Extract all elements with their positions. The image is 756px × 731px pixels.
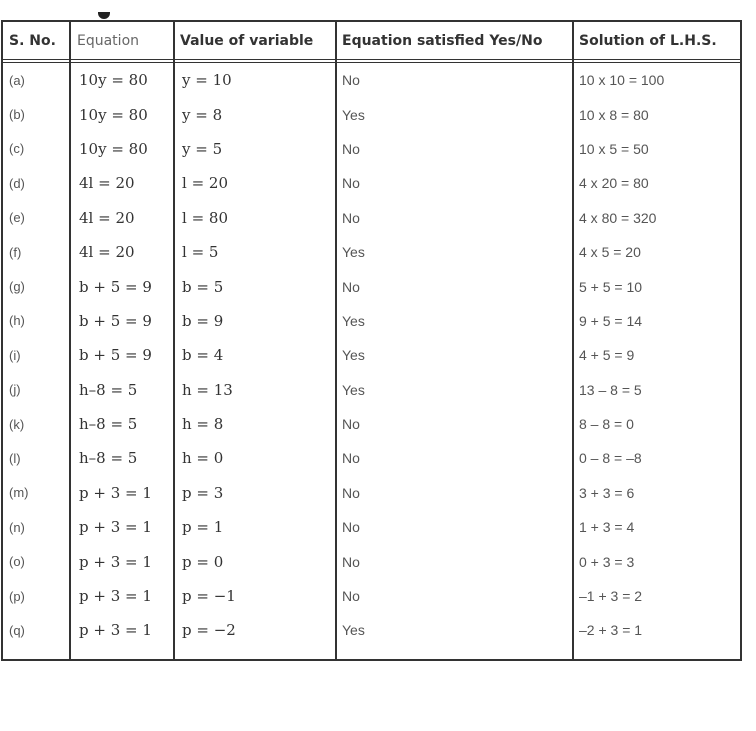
row-equation: p + 3 = 1 — [79, 483, 152, 502]
row-value: p = 3 — [182, 483, 224, 502]
row-sno: (o) — [9, 554, 25, 570]
row-solution: 10 x 8 = 80 — [579, 106, 649, 123]
row-equation: b + 5 = 9 — [79, 346, 152, 365]
table-row — [3, 235, 740, 269]
row-satisfied: No — [342, 278, 360, 295]
row-solution: 4 + 5 = 9 — [579, 347, 635, 364]
row-solution: 3 + 3 = 6 — [579, 484, 635, 501]
header-equation: Equation — [71, 22, 174, 61]
row-solution: 4 x 5 = 20 — [579, 244, 641, 261]
row-value: l = 20 — [182, 174, 228, 193]
table-header-row — [3, 22, 740, 61]
table-row — [3, 373, 740, 407]
column-divider — [69, 22, 71, 659]
row-solution: 0 – 8 = –8 — [579, 450, 642, 467]
row-equation: 10y = 80 — [79, 71, 148, 90]
row-sno: (n) — [9, 519, 25, 535]
row-value: b = 9 — [182, 311, 224, 330]
row-solution: 9 + 5 = 14 — [579, 312, 643, 329]
row-equation: p + 3 = 1 — [79, 518, 152, 537]
row-value: y = 5 — [182, 139, 223, 158]
row-solution: 13 – 8 = 5 — [579, 381, 642, 398]
row-equation: 10y = 80 — [79, 139, 148, 158]
row-equation: p + 3 = 1 — [79, 552, 152, 571]
row-equation: 4l = 20 — [79, 243, 135, 262]
row-value: p = −1 — [182, 587, 236, 606]
header-solution: Solution of L.H.S. — [573, 22, 740, 61]
column-divider — [572, 22, 574, 659]
table-body — [3, 61, 740, 648]
row-sno: (c) — [9, 141, 25, 157]
row-value: p = 0 — [182, 552, 224, 571]
table-row — [3, 166, 740, 200]
table-row — [3, 510, 740, 544]
row-value: b = 5 — [182, 277, 224, 296]
row-value: l = 5 — [182, 243, 219, 262]
table-row — [3, 579, 740, 613]
row-sno: (a) — [9, 72, 25, 88]
row-sno: (g) — [9, 279, 25, 295]
table-row — [3, 269, 740, 303]
row-solution: 8 – 8 = 0 — [579, 416, 634, 433]
table-row — [3, 97, 740, 131]
table-row — [3, 613, 740, 647]
header-sno: S. No. — [3, 22, 71, 61]
table-row — [3, 441, 740, 475]
row-sno: (l) — [9, 450, 21, 466]
row-satisfied: No — [342, 209, 360, 226]
row-satisfied: No — [342, 588, 360, 605]
table-row — [3, 338, 740, 372]
row-solution: 5 + 5 = 10 — [579, 278, 643, 295]
row-sno: (p) — [9, 588, 25, 604]
row-equation: h–8 = 5 — [79, 380, 138, 399]
row-satisfied: No — [342, 416, 360, 433]
row-equation: b + 5 = 9 — [79, 311, 152, 330]
row-sno: (d) — [9, 175, 25, 191]
row-value: h = 13 — [182, 380, 233, 399]
row-value: b = 4 — [182, 346, 224, 365]
row-satisfied: Yes — [342, 106, 365, 123]
table-row — [3, 407, 740, 441]
row-value: y = 10 — [182, 71, 232, 90]
row-value: p = −2 — [182, 621, 236, 640]
row-satisfied: No — [342, 553, 360, 570]
row-value: l = 80 — [182, 208, 228, 227]
column-divider — [335, 22, 337, 659]
table-row — [3, 304, 740, 338]
row-equation: p + 3 = 1 — [79, 621, 152, 640]
row-equation: b + 5 = 9 — [79, 277, 152, 296]
row-equation: 4l = 20 — [79, 174, 135, 193]
row-satisfied: Yes — [342, 312, 365, 329]
table-row — [3, 476, 740, 510]
row-value: h = 0 — [182, 449, 224, 468]
row-equation: 4l = 20 — [79, 208, 135, 227]
cropped-glyph — [98, 12, 110, 19]
row-sno: (f) — [9, 244, 22, 260]
equation-table — [3, 22, 740, 648]
row-value: y = 8 — [182, 105, 223, 124]
table-row — [3, 544, 740, 578]
row-solution: 4 x 80 = 320 — [579, 209, 657, 226]
row-satisfied: Yes — [342, 622, 365, 639]
row-solution: 10 x 5 = 50 — [579, 140, 649, 157]
row-satisfied: Yes — [342, 347, 365, 364]
row-satisfied: No — [342, 484, 360, 501]
header-value: Value of variable — [174, 22, 336, 61]
row-value: p = 1 — [182, 518, 224, 537]
cropped-heading-remnant — [0, 0, 756, 19]
table-row — [3, 61, 740, 97]
row-value: h = 8 — [182, 415, 224, 434]
row-equation: p + 3 = 1 — [79, 587, 152, 606]
row-solution: 4 x 20 = 80 — [579, 175, 649, 192]
table-row — [3, 132, 740, 166]
column-divider — [173, 22, 175, 659]
row-satisfied: Yes — [342, 381, 365, 398]
row-solution: 1 + 3 = 4 — [579, 519, 635, 536]
row-sno: (h) — [9, 313, 25, 329]
row-sno: (m) — [9, 485, 29, 501]
row-satisfied: Yes — [342, 244, 365, 261]
row-sno: (i) — [9, 347, 21, 363]
row-sno: (e) — [9, 210, 25, 226]
row-equation: 10y = 80 — [79, 105, 148, 124]
row-equation: h–8 = 5 — [79, 415, 138, 434]
row-satisfied: No — [342, 72, 360, 89]
row-satisfied: No — [342, 519, 360, 536]
equation-table-frame — [1, 20, 742, 661]
row-solution: –2 + 3 = 1 — [579, 622, 643, 639]
row-equation: h–8 = 5 — [79, 449, 138, 468]
row-satisfied: No — [342, 175, 360, 192]
row-sno: (b) — [9, 107, 25, 123]
row-sno: (q) — [9, 622, 25, 638]
table-row — [3, 201, 740, 235]
row-satisfied: No — [342, 450, 360, 467]
row-solution: 0 + 3 = 3 — [579, 553, 635, 570]
row-solution: –1 + 3 = 2 — [579, 588, 643, 605]
row-solution: 10 x 10 = 100 — [579, 72, 665, 89]
header-satisfied: Equation satisfied Yes/No — [336, 22, 573, 61]
row-sno: (j) — [9, 382, 21, 398]
row-sno: (k) — [9, 416, 25, 432]
row-satisfied: No — [342, 140, 360, 157]
